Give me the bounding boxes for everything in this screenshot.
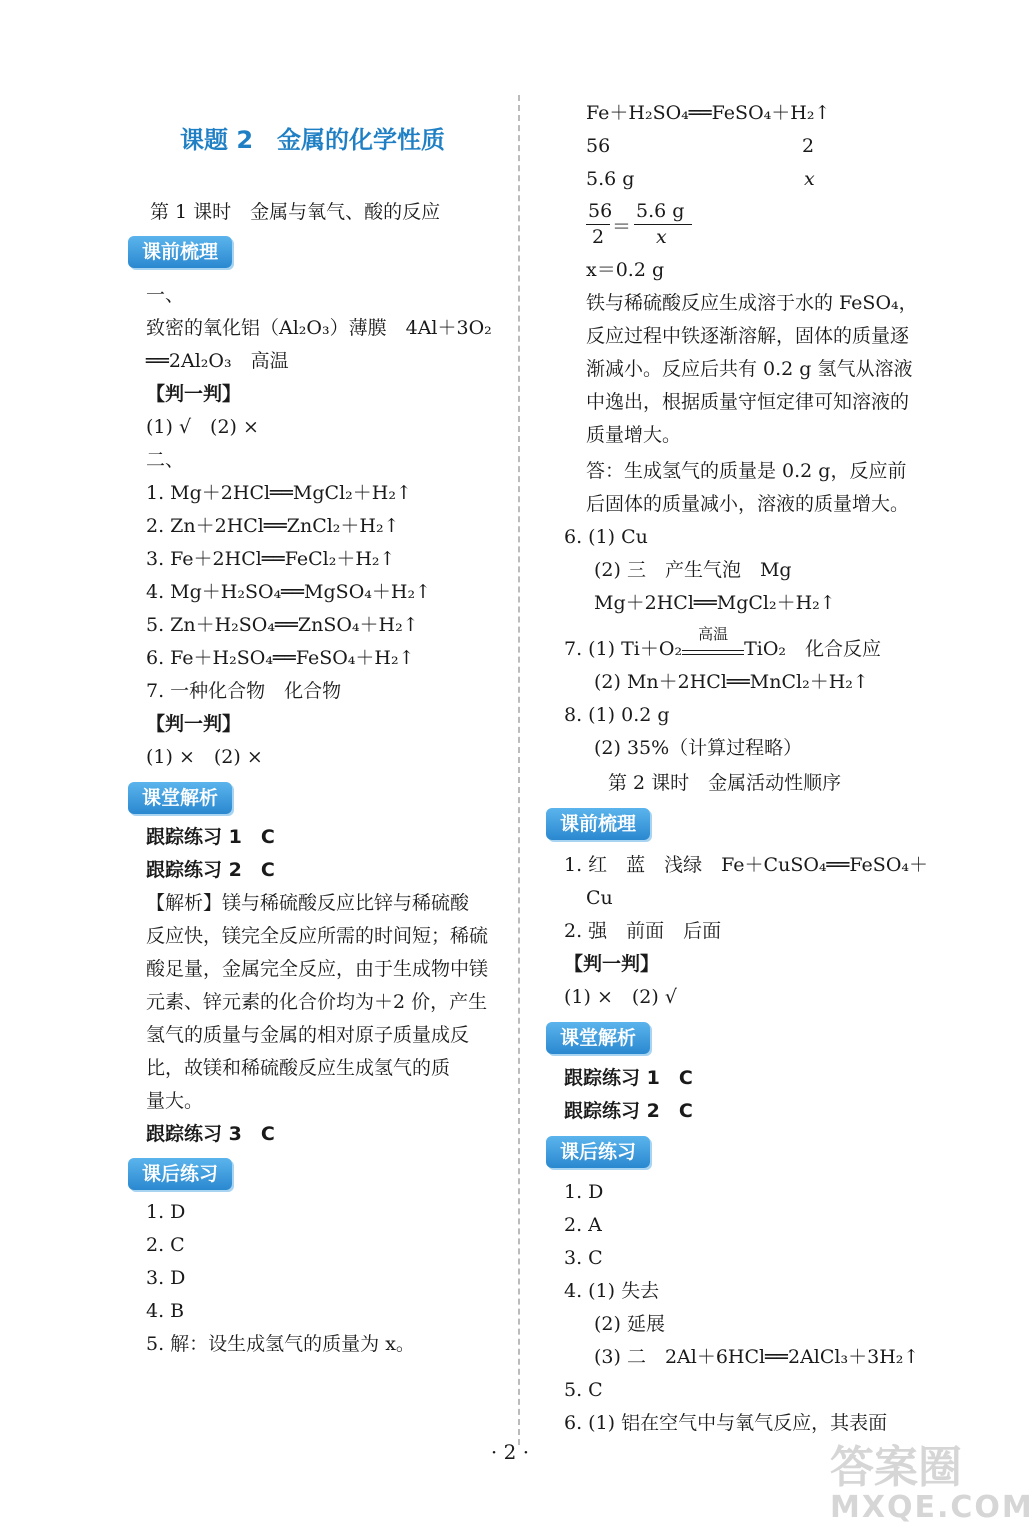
answer-item: 6. (1) Cu: [564, 526, 648, 548]
fraction-bar: [586, 224, 610, 225]
condition-label: 高温: [698, 625, 729, 643]
answer-item: 2. A: [564, 1214, 602, 1236]
analysis-line: 反应快，镁完全反应所需的时间短；稀硫: [146, 925, 489, 947]
judge-label: 【判一判】: [146, 383, 242, 405]
equation: 5. Zn＋H₂SO₄══ZnSO₄＋H₂↑: [146, 614, 419, 636]
explain-line: 反应过程中铁逐渐溶解，固体的质量逐: [586, 325, 910, 347]
text-line: 7. 一种化合物 化合物: [146, 680, 342, 702]
track-exercise: 跟踪练习 1 C: [564, 1067, 693, 1089]
explain-line: 质量增大。: [586, 424, 682, 446]
text-line: 致密的氧化铝（Al₂O₃）薄膜 4Al＋3O₂: [146, 317, 492, 339]
answer-item: (3) 二 2Al＋6HCl══2AlCl₃＋3H₂↑: [594, 1346, 920, 1368]
judge-answer: (1) × (2) √: [564, 986, 677, 1008]
answer-item: Cu: [586, 887, 613, 909]
equation: (2) Mn＋2HCl══MnCl₂＋H₂↑: [594, 671, 869, 693]
answer-item: 2. C: [146, 1234, 185, 1256]
answer-item: 6. (1) 铝在空气中与氧气反应，其表面: [564, 1412, 888, 1434]
judge-answer: (1) × (2) ×: [146, 746, 263, 768]
analysis-line: 氢气的质量与金属的相对原子质量成反: [146, 1024, 470, 1046]
reaction-condition: [682, 625, 744, 655]
fraction-numerator: 5.6 g: [636, 200, 685, 222]
ratio-value: 56: [586, 135, 611, 157]
analysis-line: 【解析】镁与稀硫酸反应比锌与稀硫酸: [146, 892, 470, 914]
lesson1-heading: 第 1 课时 金属与氧气、酸的反应: [150, 201, 441, 223]
equation: 6. Fe＋H₂SO₄══FeSO₄＋H₂↑: [146, 647, 415, 669]
track-exercise: 跟踪练习 2 C: [146, 859, 275, 881]
analysis-line: 酸足量，金属完全反应，由于生成物中镁: [146, 958, 489, 980]
result-line: x＝0.2 g: [586, 259, 665, 281]
analysis-line: 量大。: [146, 1090, 204, 1112]
answer-line: 后固体的质量减小，溶液的质量增大。: [586, 493, 910, 515]
judge-label: 【判一判】: [146, 713, 242, 735]
fraction-numerator: 56: [588, 200, 613, 222]
equation: 2. Zn＋2HCl══ZnCl₂＋H₂↑: [146, 515, 400, 537]
explain-line: 铁与稀硫酸反应生成溶于水的 FeSO₄，: [586, 292, 918, 314]
page-title: 课题 2 金属的化学性质: [180, 126, 446, 154]
explain-line: 渐减小。反应后共有 0.2 g 氢气从溶液: [586, 358, 913, 380]
fraction-denominator: 2: [592, 226, 605, 248]
equation: 4. Mg＋H₂SO₄══MgSO₄＋H₂↑: [146, 581, 431, 603]
equation: Mg＋2HCl══MgCl₂＋H₂↑: [594, 592, 836, 614]
track-exercise: 跟踪练习 2 C: [564, 1100, 693, 1122]
column-divider: [518, 95, 520, 1445]
answer-item: 1. 红 蓝 浅绿 Fe＋CuSO₄══FeSO₄＋: [564, 854, 929, 876]
answer-item: (2) 35%（计算过程略）: [594, 737, 803, 759]
badge-prelearn: 课前梳理: [546, 808, 650, 840]
equals-sign: ＝: [612, 216, 632, 238]
equation-products: TiO₂ 化合反应: [744, 638, 882, 660]
reaction-arrow: [682, 650, 744, 655]
badge-prelearn: 课前梳理: [128, 236, 232, 268]
badge-after-class: 课后练习: [546, 1136, 650, 1168]
answer-item: 4. (1) 失去: [564, 1280, 660, 1302]
equation: 1. Mg＋2HCl══MgCl₂＋H₂↑: [146, 482, 412, 504]
track-exercise: 跟踪练习 3 C: [146, 1123, 275, 1145]
answer-item: 2. 强 前面 后面: [564, 920, 722, 942]
section-one-label: 一、: [146, 284, 185, 306]
answer-item: 4. B: [146, 1300, 185, 1322]
equation: 3. Fe＋2HCl══FeCl₂＋H₂↑: [146, 548, 396, 570]
track-exercise: 跟踪练习 1 C: [146, 826, 275, 848]
equation: Fe＋H₂SO₄══FeSO₄＋H₂↑: [586, 102, 831, 124]
answer-item: 1. D: [146, 1201, 186, 1223]
answer-item: 8. (1) 0.2 g: [564, 704, 670, 726]
fraction-bar: [634, 224, 692, 225]
judge-label: 【判一判】: [564, 953, 660, 975]
answer-item: [564, 625, 882, 661]
answer-item: 5. 解：设生成氢气的质量为 x。: [146, 1333, 415, 1355]
judge-answer: (1) √ (2) ×: [146, 416, 259, 438]
answer-item: 5. C: [564, 1379, 603, 1401]
page-number: · 2 ·: [490, 1440, 530, 1464]
ratio-value: 5.6 g: [586, 168, 635, 190]
badge-class-analysis: 课堂解析: [546, 1022, 650, 1054]
analysis-line: 比，故镁和稀硫酸反应生成氢气的质: [146, 1057, 451, 1079]
lesson2-heading: 第 2 课时 金属活动性顺序: [608, 772, 842, 794]
watermark-line2: MXQE.COM: [830, 1490, 1034, 1525]
answer-item: 3. D: [146, 1267, 186, 1289]
ratio-value: 2: [802, 135, 815, 157]
answer-line: 答：生成氢气的质量是 0.2 g，反应前: [586, 460, 907, 482]
ratio-value: x: [804, 168, 815, 190]
analysis-line: 元素、锌元素的化合价均为＋2 价，产生: [146, 991, 488, 1013]
answer-item: 1. D: [564, 1181, 604, 1203]
watermark-line1: 答案圈: [830, 1442, 962, 1493]
answer-item: (2) 延展: [594, 1313, 665, 1335]
text-line: ══2Al₂O₃ 高温: [146, 350, 289, 372]
badge-class-analysis: 课堂解析: [128, 782, 232, 814]
badge-after-class: 课后练习: [128, 1158, 232, 1190]
watermark-logo: [830, 1442, 1034, 1533]
section-two-label: 二、: [146, 449, 185, 471]
answer-item: (2) 三 产生气泡 Mg: [594, 559, 792, 581]
answer-item: 3. C: [564, 1247, 603, 1269]
fraction-denominator: x: [656, 226, 667, 248]
proportion-equation: [586, 200, 706, 252]
equation-reactants: 7. (1) Ti＋O₂: [564, 638, 683, 660]
explain-line: 中逸出，根据质量守恒定律可知溶液的: [586, 391, 910, 413]
